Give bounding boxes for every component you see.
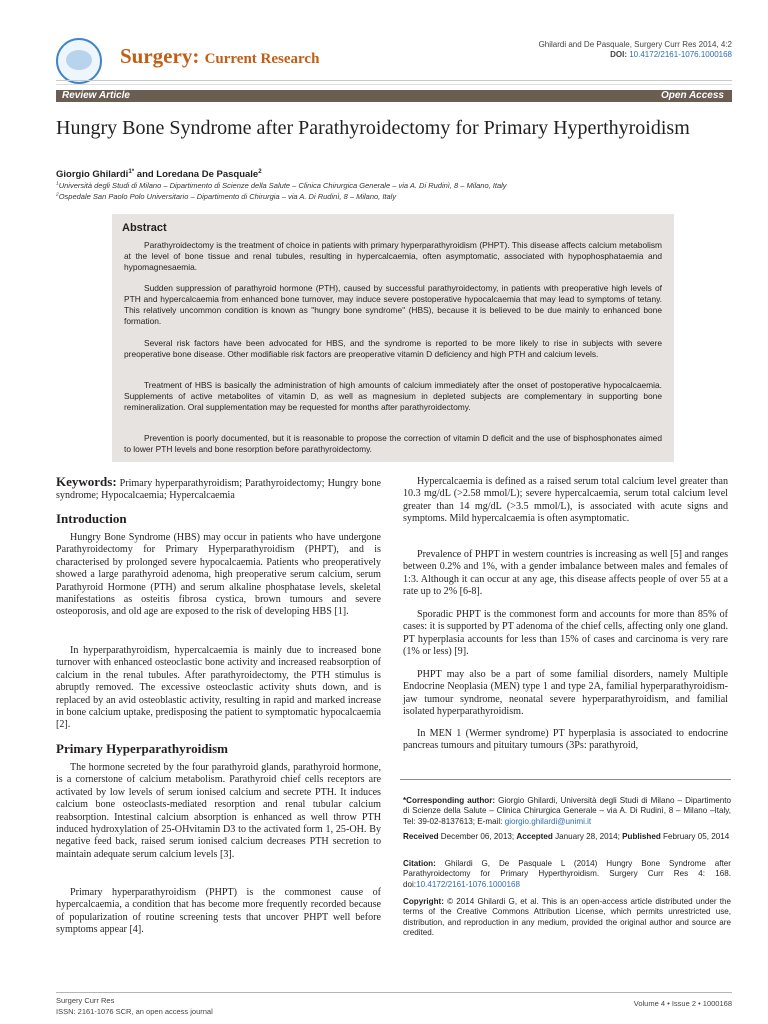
author-2: and Loredana De Pasquale: [134, 169, 259, 180]
introduction-heading: Introduction: [56, 511, 127, 526]
doi-link[interactable]: 10.4172/2161-1076.1000168: [629, 50, 732, 59]
header-divider-secondary: [56, 84, 732, 85]
author-line: [56, 169, 262, 180]
received-label: Received: [403, 832, 439, 841]
corresponding-author-text: Giorgio Ghilardi, Università degli Studi di Milano – Dipartimento di Scienze della Salute – Clinica Chirurgica Generale – via A. Di Rudinì, 8 – Milano –Italy, Tel: 39-02-8137613; E-mail:: [403, 796, 732, 826]
published-date: February 05, 2014: [660, 832, 730, 841]
published-label: Published: [622, 832, 661, 841]
php-paragraph-2: Primary hyperparathyroidism (PHPT) is the commonest cause of hypercalcaemia, a condition that has become more frequently recorded because of popularization of routine screening tests that uncover PHPT well before symptoms appear [4].: [56, 887, 381, 936]
copyright-label: Copyright:: [403, 897, 444, 906]
right-paragraph-3: Sporadic PHPT is the commonest form and accounts for more than 85% of cases: it is supported by PT adenoma of the chief cells, affecting only one gland. PT hyperplasia accounts for less than 15% of cases and carcinoma is very rare (1% or less) [9].: [403, 609, 728, 658]
abstract-paragraph-4: Treatment of HBS is basically the administration of high amounts of calcium immediately after the onset of postoperative hypocalcaemia. Supplements of active metabolites of vitamin D, as well as magnesium in depleted subjects are complementary in supporting bone remineralization. Oral supplementation may be requested for months after parathyroidectomy.: [124, 380, 662, 412]
author-1-sup: 1*: [128, 167, 135, 175]
citation-doi-link[interactable]: 10.4172/2161-1076.1000168: [416, 879, 521, 889]
footer-divider: [56, 992, 732, 993]
right-paragraph-4: PHPT may also be a part of some familial disorders, namely Multiple Endocrine Neoplasia (MEN) type 1 and type 2A, familial hyperparathyroidism-jaw tumour syndrome, neonatal severe hyperparathyroidism, and familial isolated hyperparathyroidism.: [403, 669, 728, 718]
footer-volume: Volume 4 • Issue 2 • 1000168: [633, 999, 732, 1008]
abstract-heading: Abstract: [122, 222, 167, 234]
dates-note: [403, 832, 731, 842]
keywords-text: Primary hyperparathyroidism; Parathyroidectomy; Hungry bone syndrome; Hypocalcaemia; Hypercalcaemia: [56, 478, 381, 502]
affiliation-2: [56, 192, 396, 201]
footer-journal-abbrev: Surgery Curr Res: [56, 996, 115, 1005]
right-paragraph-2: Prevalence of PHPT in western countries is increasing as well [5] and ranges between 0.2% and 1%, with a gender imbalance between males and females of 1:3. Although it can occur at any age, this disease affects people of over 55 at a rate up to 2% [6-8].: [403, 549, 728, 598]
copyright-note: [403, 897, 731, 939]
journal-subtitle: Current Research: [204, 51, 320, 67]
keywords-label: Keywords:: [56, 474, 117, 489]
article-type-label: Review Article: [62, 90, 130, 101]
footnote-divider: [400, 779, 731, 780]
article-title: Hungry Bone Syndrome after Parathyroidectomy for Primary Hyperthyroidism: [56, 117, 690, 139]
php-paragraph-1: The hormone secreted by the four parathyroid glands, parathyroid hormone, is a cornerstone of calcium metabolism. Parathyroid chief cells receptors are activated by low levels of serum ionised calcium and secrete PTH. It induces calcium bone osteoclasts-mediated resorption and renal tubular calcium reabsorption. Intestinal calcium absorption is enhanced as well throw PTH induced hydroxylation of 25-OHvitamin D3 to the activated form 1, 25-OH. By negative feed back, raised serum ionised calcium decreases PTH secretion to maintain adequate serum calcium levels [3].: [56, 762, 381, 860]
keywords: [56, 476, 381, 503]
affiliation-2-sup: 2: [56, 192, 59, 198]
right-paragraph-1: Hypercalcaemia is defined as a raised serum total calcium level greater than 10.3 mg/dL (>2.58 mmol/L); severe hypercalcaemia, serum total calcium level greater than 14 mg/dL (>3.5 mmol/L), is associated with acute signs and symptoms. Mild hypercalcaemia is often asymptomatic.: [403, 476, 728, 525]
journal-logo-icon: [56, 38, 102, 84]
primary-hyperparathyroidism-heading: Primary Hyperparathyroidism: [56, 741, 228, 756]
affiliation-2-text: Ospedale San Paolo Polo Universitario – Dipartimento di Chirurgia – via A. Di Rudinì, 8 – Milano, Italy: [58, 192, 397, 201]
right-paragraph-5: In MEN 1 (Wermer syndrome) PT hyperplasia is associated to endocrine pancreas tumours and pituitary tumours (3Ps: parathyroid,: [403, 728, 728, 752]
citation-note: [403, 859, 731, 890]
abstract-paragraph-5: Prevention is poorly documented, but it is reasonable to propose the correction of vitamin D deficit and the use of bisphosphonates aimed to lower PTH levels and bone resorption before parathyroidectomy.: [124, 433, 662, 454]
journal-name: [120, 44, 319, 69]
header-citation-text: Ghilardi and De Pasquale, Surgery Curr Res 2014, 4:2: [538, 40, 732, 49]
footer-issn: ISSN: 2161-1076 SCR, an open access journal: [56, 1007, 213, 1016]
intro-paragraph-1: Hungry Bone Syndrome (HBS) may occur in patients who have undergone Parathyroidectomy for Primary Hyperparathyroidism (PHPT), and is characterised by prolonged severe hypocalcaemia. Patients who preoperatively showed a large parathyroid adenoma, high preoperative serum calcium, serum Parathyroid Hormone (PTH) and serum alkaline phosphatase levels, skeletal manifestations as osteitis fibrosa cystica, brown tumours and severe osteoporosis, and old age are exposed to the risk of developing HBS [1].: [56, 532, 381, 618]
journal-name-main: Surgery:: [120, 44, 200, 68]
header-doi: [539, 50, 732, 60]
received-date: December 06, 2013;: [438, 832, 517, 841]
header-citation: [539, 40, 732, 60]
corresponding-author-label: *Corresponding author:: [403, 796, 496, 805]
affiliation-1: [56, 181, 507, 190]
abstract-paragraph-3: Several risk factors have been advocated for HBS, and the syndrome is reported to be more likely to rise in subjects with severe preoperative bone disease. Other modifiable risk factors are preoperative vitamin D deficiency and high PTH and calcium levels.: [124, 338, 662, 359]
intro-paragraph-2: In hyperparathyroidism, hypercalcaemia is mainly due to increased bone turnover with enhanced osteoclastic bone activity and increased reabsorption of calcium in the renal tubules. After parathyroidectomy, the PTH stimulus is abruptly removed. The excessive osteoclastic activity shuts down, and is replaced by an avid osteoblastic activity, resulting in rapid and marked increase in bone calcium uptake, predisposing the patient to symptomatic hypocalcaemia [2].: [56, 645, 381, 731]
header-divider: [56, 80, 732, 81]
doi-label: DOI:: [610, 50, 627, 59]
accepted-label: Accepted: [516, 832, 553, 841]
logo-text: [58, 40, 59, 41]
abstract-paragraph-2: Sudden suppression of parathyroid hormone (PTH), caused by successful parathyroidectomy, in patients with preoperative high levels of PTH and hypercalcaemia from enhanced bone turnover, may induce severe postoperative hypocalcaemia that may lead to symptoms of tetany. This relatively uncommon condition is known as "hungry bone syndrome" (HBS), because it is believed to be due mainly to enhanced bone formation.: [124, 283, 662, 326]
author-2-sup: 2: [258, 167, 262, 175]
logo-map-shape: [66, 50, 92, 70]
author-1: Giorgio Ghilardi: [56, 169, 129, 180]
copyright-text: © 2014 Ghilardi G, et al. This is an open-access article distributed under the terms of the Creative Commons Attribution License, which permits unrestricted use, distribution, and reproduction in any medium, provided the original author and source are credited.: [403, 897, 731, 938]
article-type-band: [56, 90, 732, 102]
open-access-label: Open Access: [661, 90, 724, 101]
accepted-date: January 28, 2014;: [552, 832, 623, 841]
affiliation-1-sup: 1: [56, 181, 59, 187]
citation-label: Citation:: [403, 859, 436, 868]
citation-text: Ghilardi G, De Pasquale L (2014) Hungry Bone Syndrome after Parathyroidectomy for Primary Hyperthyroidism. Surgery Curr Res 4: 168. doi:: [403, 859, 731, 889]
corresponding-author-email[interactable]: giorgio.ghilardi@unimi.it: [504, 816, 592, 826]
abstract-paragraph-1: Parathyroidectomy is the treatment of choice in patients with primary hyperparathyroidism (PHPT). This disease affects calcium metabolism at the level of bone tissue and renal tubules, resulting in hypercalcaemia, often asymptomatic, associated with hypophosphataemia and hypomagnesaemia.: [124, 240, 662, 272]
corresponding-author-note: [403, 796, 731, 827]
affiliation-1-text: Università degli Studi di Milano – Dipartimento di Scienze della Salute – Clinica Chirurgica Generale – via A. Di Rudinì, 8 – Milano, Italy: [58, 181, 507, 190]
